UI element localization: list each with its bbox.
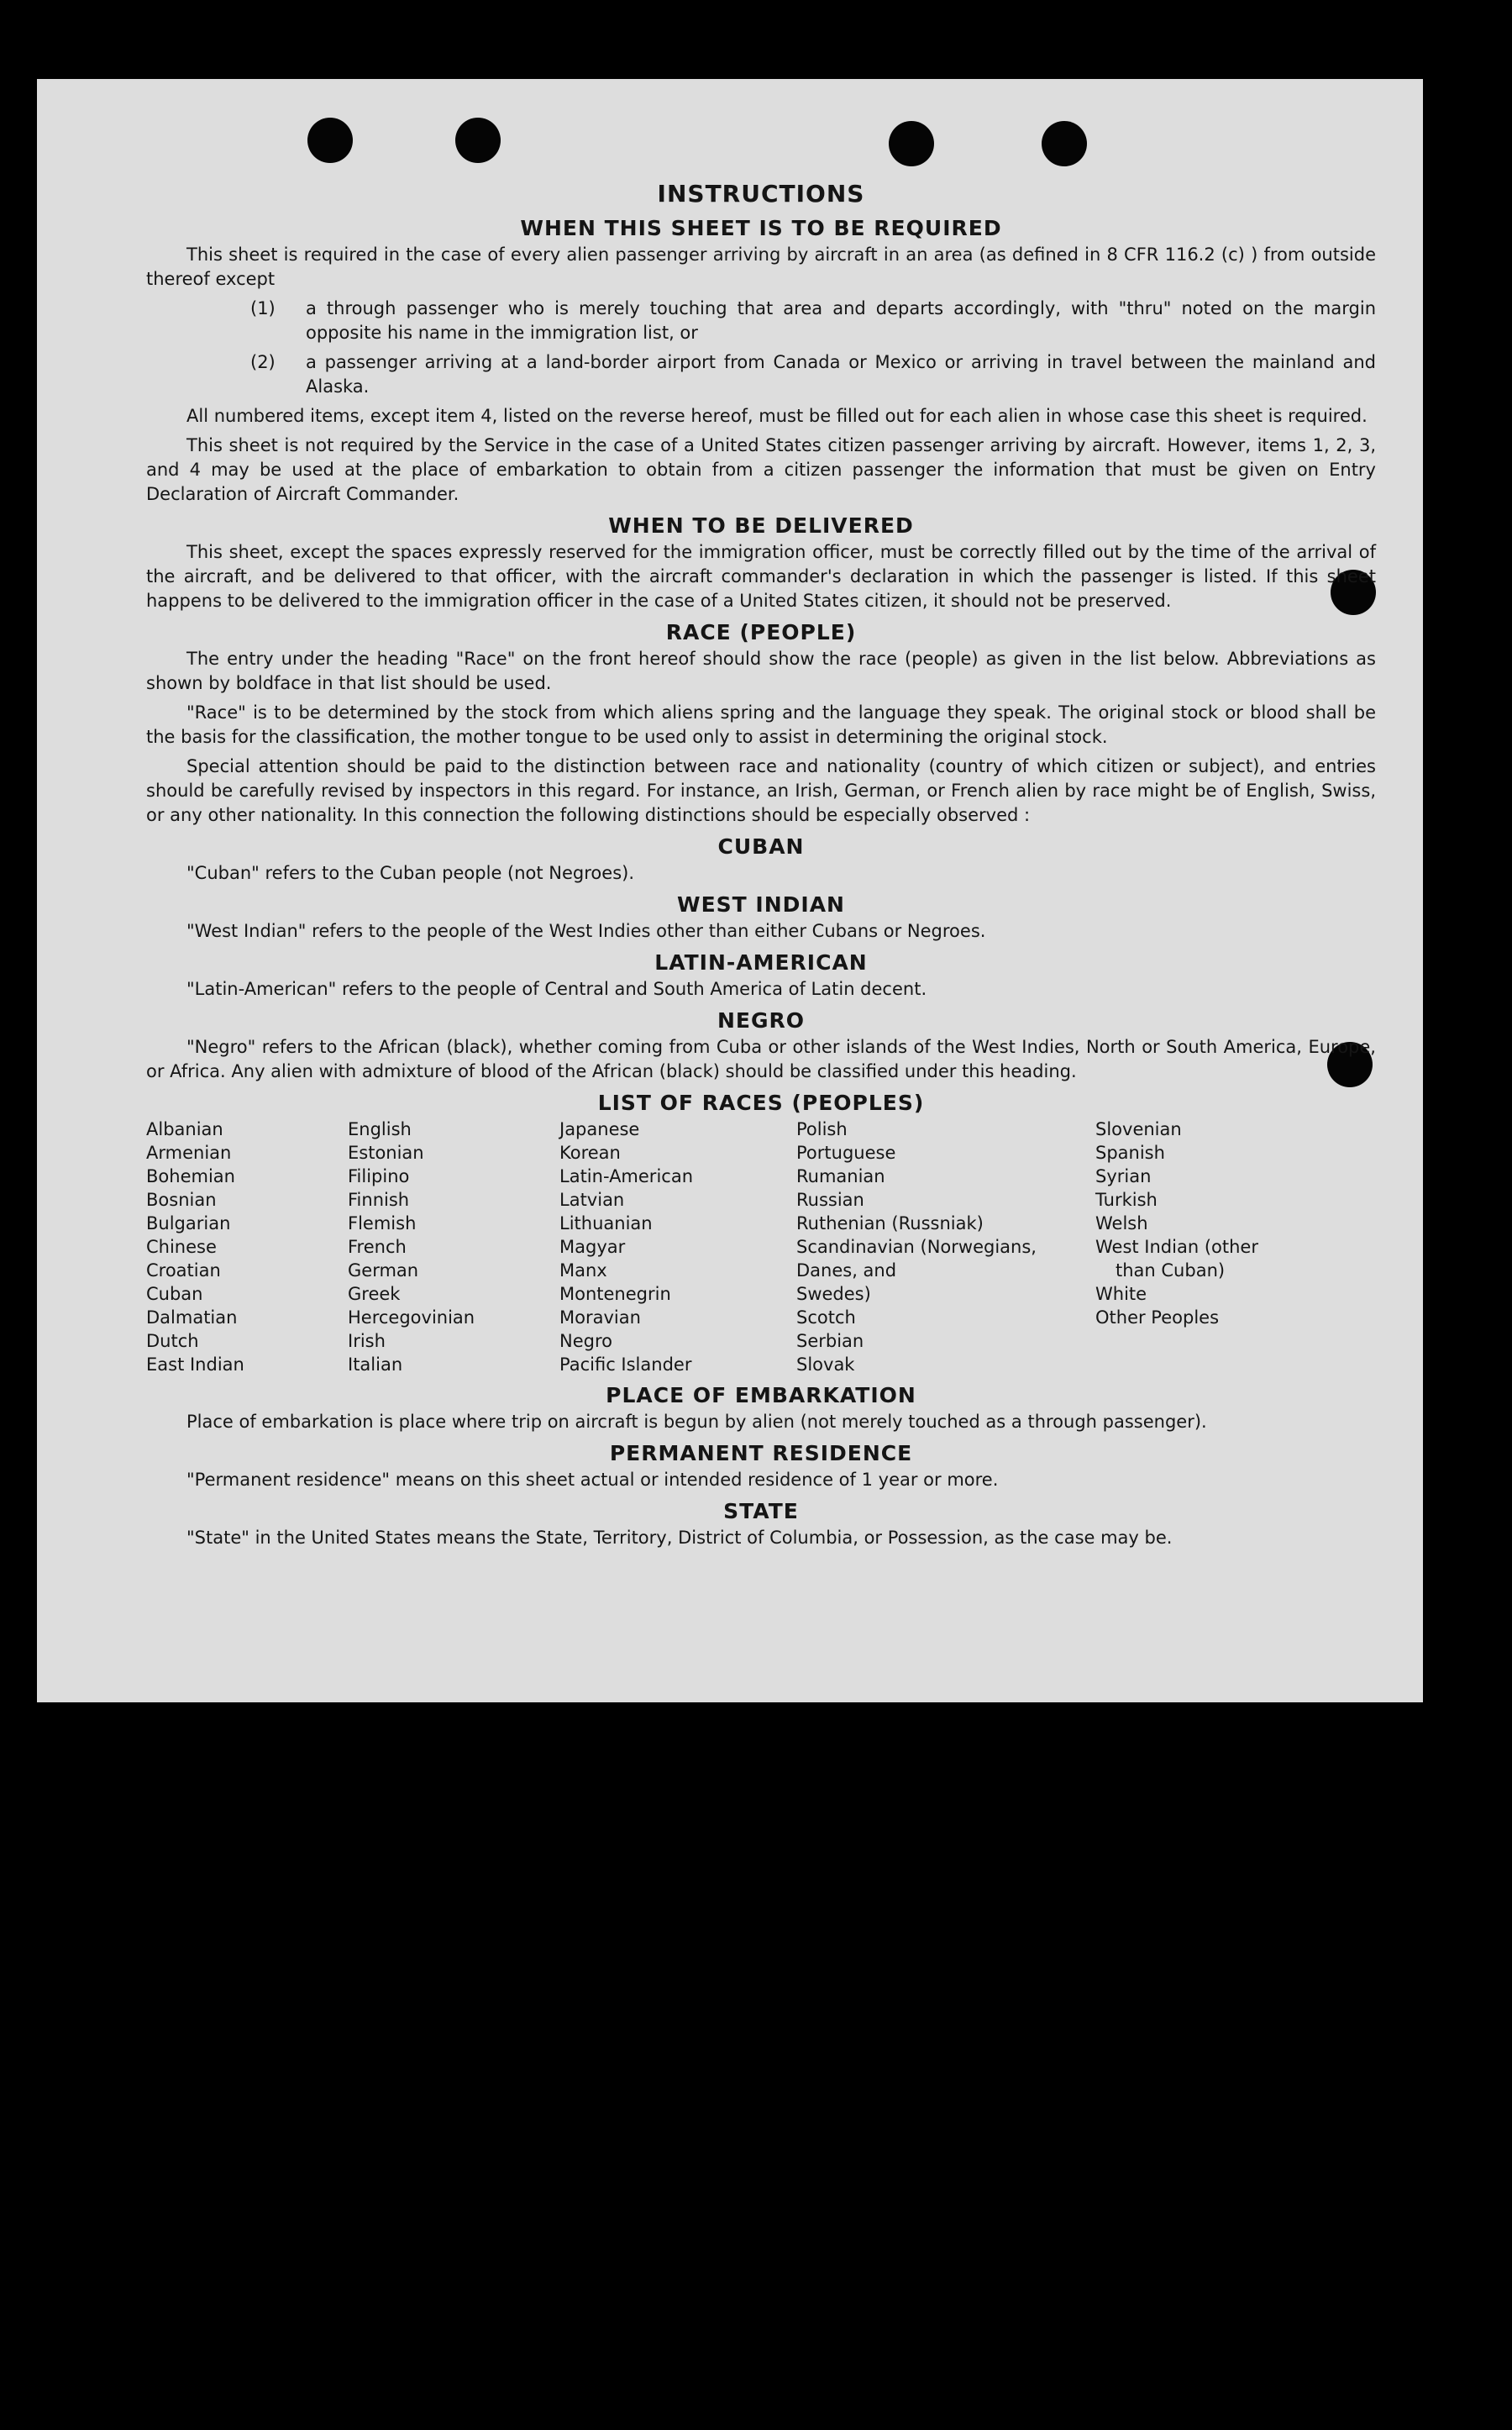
punch-hole (307, 118, 353, 163)
race-item: Portuguese (796, 1143, 896, 1163)
race-column (796, 1118, 1095, 1376)
paragraph: "Negro" refers to the African (black), whether coming from Cuba or other islands of the West Indies, North or South America, Europe, or Africa. Any alien with admixture of blood of the African (black) should be classified under this heading. (146, 1037, 1376, 1081)
paragraph: Place of embarkation is place where trip on aircraft is begun by alien (not merely touched as a through passenger). (186, 1412, 1207, 1432)
race-item: Dutch (146, 1331, 199, 1351)
race-item: Estonian (348, 1143, 424, 1163)
race-item: White (1095, 1284, 1147, 1304)
race-item: Lithuanian (559, 1213, 653, 1233)
race-item: Syrian (1095, 1166, 1152, 1186)
race-item: Rumanian (796, 1166, 885, 1186)
paragraph: "Latin-American" refers to the people of Central and South America of Latin decent. (186, 979, 927, 999)
race-item: Irish (348, 1331, 386, 1351)
heading-race: RACE (PEOPLE) (665, 620, 857, 644)
race-item: Scandinavian (Norwegians, (796, 1237, 1037, 1257)
race-item: French (348, 1237, 407, 1257)
race-column (348, 1118, 559, 1376)
race-item: Polish (796, 1119, 848, 1139)
race-item: Slovak (796, 1354, 855, 1375)
race-item: Russian (796, 1190, 864, 1210)
item-number: (2) (250, 352, 276, 372)
race-item: East Indian (146, 1354, 244, 1375)
heading-when-delivered: WHEN TO BE DELIVERED (608, 513, 914, 538)
race-column (559, 1118, 796, 1376)
heading-west-indian: WEST INDIAN (677, 892, 845, 917)
race-item: Latvian (559, 1190, 625, 1210)
race-item: Turkish (1095, 1190, 1158, 1210)
race-item: Negro (559, 1331, 612, 1351)
heading-embarkation: PLACE OF EMBARKATION (606, 1383, 916, 1407)
race-item: Filipino (348, 1166, 410, 1186)
item-number: (1) (250, 298, 276, 318)
paragraph: This sheet, except the spaces expressly reserved for the immigration officer, must be correctly filled out by the time of the arrival of the aircraft, and be delivered to that officer, with the aircraft commander's declaration in which the passenger is listed. If this sheet happens to be delivered to the immigration officer in the case of a United States citizen, it should not be preserved. (146, 542, 1376, 611)
race-item: Latin-American (559, 1166, 693, 1186)
paragraph: "State" in the United States means the State, Territory, District of Columbia, or Possession, as the case may be. (186, 1528, 1173, 1548)
punch-hole (1042, 121, 1087, 166)
paragraph: "Permanent residence" means on this sheet actual or intended residence of 1 year or more. (186, 1470, 999, 1490)
punch-hole (889, 121, 934, 166)
race-item: Japanese (559, 1119, 640, 1139)
item-text: a through passenger who is merely touching that area and departs accordingly, with "thru" noted on the margin opposite his name in the immigration list, or (306, 298, 1376, 343)
heading-negro: NEGRO (717, 1008, 806, 1033)
race-item: West Indian (other (1095, 1237, 1258, 1257)
punch-hole (455, 118, 501, 163)
race-item: Cuban (146, 1284, 203, 1304)
paragraph: Special attention should be paid to the distinction between race and nationality (country of which citizen or subject), and entries should be carefully revised by inspectors in this regard. For instance, an Irish, German, or French alien by race might be of English, Swiss, or any other nationality. In this connection the following distinctions should be especially observed : (146, 756, 1376, 825)
instructions-content (146, 180, 1376, 1555)
race-item: Armenian (146, 1143, 232, 1163)
race-item: Croatian (146, 1260, 221, 1281)
race-item: Chinese (146, 1237, 217, 1257)
race-item: Ruthenian (Russniak) (796, 1213, 984, 1233)
race-item: Pacific Islander (559, 1354, 692, 1375)
race-column (1095, 1118, 1347, 1376)
paragraph: "Cuban" refers to the Cuban people (not Negroes). (186, 863, 635, 883)
race-item: Serbian (796, 1331, 864, 1351)
race-item: Other Peoples (1095, 1307, 1220, 1328)
race-item: Korean (559, 1143, 621, 1163)
paragraph: The entry under the heading "Race" on the front hereof should show the race (people) as given in the list below. Abbreviations as shown by boldface in that list should be used. (146, 649, 1376, 693)
race-item: Italian (348, 1354, 403, 1375)
race-item: Bulgarian (146, 1213, 231, 1233)
paragraph: This sheet is not required by the Service in the case of a United States citizen passenger arriving by aircraft. However, items 1, 2, 3, and 4 may be used at the place of embarkation to obtain from a citizen passenger the information that must be given on Entry Declaration of Aircraft Commander. (146, 435, 1376, 504)
race-item: Dalmatian (146, 1307, 238, 1328)
heading-list-of-races: LIST OF RACES (PEOPLES) (597, 1091, 925, 1115)
race-item: English (348, 1119, 412, 1139)
document-title: INSTRUCTIONS (657, 180, 865, 208)
race-item: Hercegovinian (348, 1307, 475, 1328)
races-list (146, 1118, 1376, 1376)
race-item: Danes, and (796, 1260, 897, 1281)
paragraph: "Race" is to be determined by the stock from which aliens spring and the language they speak. The original stock or blood shall be the basis for the classification, the mother tongue to be used only to assist in determining the original stock. (146, 702, 1376, 747)
race-item: Bohemian (146, 1166, 235, 1186)
race-item: Finnish (348, 1190, 410, 1210)
race-item: than Cuban) (1116, 1260, 1226, 1281)
race-item: German (348, 1260, 419, 1281)
race-item: Spanish (1095, 1143, 1165, 1163)
race-item: Manx (559, 1260, 607, 1281)
race-item: Swedes) (796, 1284, 871, 1304)
heading-residence: PERMANENT RESIDENCE (609, 1441, 913, 1465)
heading-cuban: CUBAN (717, 834, 805, 859)
race-item: Slovenian (1095, 1119, 1182, 1139)
heading-state: STATE (723, 1499, 799, 1523)
paragraph: All numbered items, except item 4, listed on the reverse hereof, must be filled out for each alien in whose case this sheet is required. (186, 406, 1368, 426)
race-item: Magyar (559, 1237, 626, 1257)
race-item: Albanian (146, 1119, 223, 1139)
race-item: Moravian (559, 1307, 641, 1328)
race-item: Greek (348, 1284, 401, 1304)
paragraph: "West Indian" refers to the people of the West Indies other than either Cubans or Negroes. (186, 921, 986, 941)
race-item: Bosnian (146, 1190, 217, 1210)
document-sheet (37, 79, 1423, 1702)
item-text: a passenger arriving at a land-border airport from Canada or Mexico or arriving in travel between the mainland and Alaska. (306, 352, 1376, 397)
list-item (146, 350, 1376, 399)
race-item: Welsh (1095, 1213, 1148, 1233)
race-item: Flemish (348, 1213, 417, 1233)
race-column (146, 1118, 348, 1376)
paragraph: This sheet is required in the case of every alien passenger arriving by aircraft in an area (as defined in 8 CFR 116.2 (c) ) from outside thereof except (146, 245, 1376, 289)
list-item (146, 297, 1376, 345)
heading-latin-american: LATIN-AMERICAN (654, 950, 868, 975)
heading-when-required: WHEN THIS SHEET IS TO BE REQUIRED (520, 216, 1002, 240)
race-item: Scotch (796, 1307, 856, 1328)
race-item: Montenegrin (559, 1284, 671, 1304)
